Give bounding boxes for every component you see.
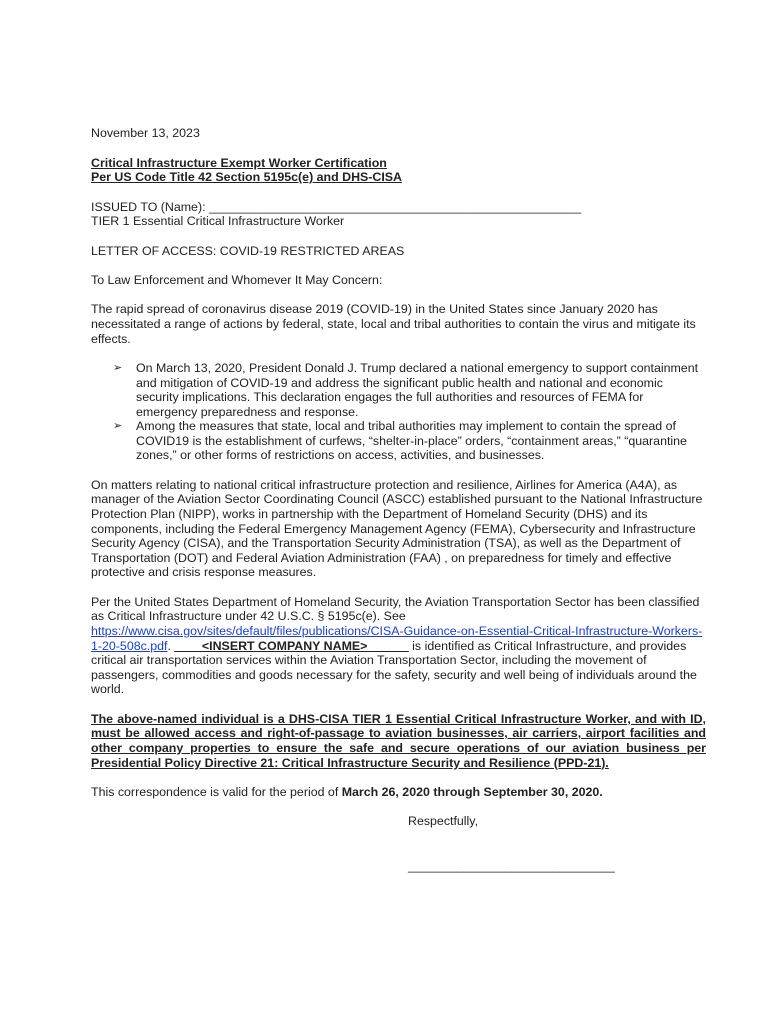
- spacer: [91, 288, 706, 303]
- spacer: [91, 844, 706, 859]
- access-notice: The above-named individual is a DHS-CISA TIER 1 Essential Critical Infrastructure Worker, and with ID, must be allowed access and right-of-passage to aviation businesses, air carriers, airport facilities and other company properties to ensure the safe and secure operations of our aviation business per Presidential Policy Directive 21: Critical Infrastructure Security and Resilience (PPD-21).: [91, 711, 706, 770]
- spacer: [91, 229, 706, 244]
- validity-period: March 26, 2020 through September 30, 2020.: [341, 784, 603, 799]
- paragraph-intro: Per the United States Department of Homeland Security, the Aviation Transportation Sector has been classified as Critical Infrastructure under 42 U.S.C. § 5195c(e). See: [91, 594, 700, 624]
- signature-line: ______________________________: [408, 858, 615, 873]
- spacer: [91, 463, 706, 478]
- spacer: [91, 800, 706, 815]
- validity-intro: This correspondence is valid for the period of: [91, 784, 342, 799]
- bullet-list: [91, 361, 706, 463]
- company-name-placeholder: ____<INSERT COMPANY NAME>______: [174, 638, 409, 653]
- spacer: [91, 580, 706, 595]
- title-line-2: Per US Code Title 42 Section 5195c(e) and DHS-CISA: [91, 170, 403, 185]
- letter-date: November 13, 2023: [91, 126, 200, 140]
- bullet-text: Among the measures that state, local and tribal authorities may implement to contain the spread of COVID19 is the establishment of curfews, “shelter-in-place” orders, “containment areas,” “quarantine zones,” or other forms of restrictions on access, activities, and businesses.: [136, 419, 687, 463]
- letter-of-access-heading: LETTER OF ACCESS: COVID-19 RESTRICTED AREAS: [91, 243, 405, 258]
- list-item: [91, 419, 706, 463]
- validity-statement: [91, 785, 706, 800]
- paragraph-rest: is identified as Critical Infrastructure, and provides critical air transportation services within the Aviation Transportation Sector, including the movement of passengers, commodities and goods necessary for the safety, security and well being of individuals around the world.: [91, 638, 697, 697]
- letter-body: [91, 126, 706, 873]
- title-line-1: Critical Infrastructure Exempt Worker Certification: [91, 155, 387, 170]
- spacer: [91, 697, 706, 712]
- arrow-bullet-icon: ➢: [113, 420, 123, 433]
- spacer: [91, 770, 706, 785]
- spacer: [91, 258, 706, 273]
- spacer: [91, 346, 706, 361]
- arrow-bullet-icon: ➢: [113, 361, 123, 374]
- salutation: To Law Enforcement and Whomever It May Concern:: [91, 272, 383, 287]
- paragraph-dhs-classification: [91, 595, 706, 697]
- closing: Respectfully,: [408, 814, 479, 829]
- cisa-guidance-link[interactable]: https://www.cisa.gov/sites/default/files/publications/CISA-Guidance-on-Essential-Critical-Infrastructure-Workers-1-20-508c.pdf: [91, 624, 703, 653]
- bullet-text: On March 13, 2020, President Donald J. Trump declared a national emergency to support containment and mitigation of COVID-19 and address the significant public health and national and economic security implications. This declaration engages the full authorities and resources of FEMA for emergency preparedness and response.: [136, 360, 699, 419]
- spacer: [91, 829, 706, 844]
- paragraph-covid-spread: The rapid spread of coronavirus disease 2019 (COVID-19) in the United States since January 2020 has necessitated a range of actions by federal, state, local and tribal authorities to contain the virus and mitigate its effects.: [91, 302, 696, 346]
- paragraph-a4a-partnership: On matters relating to national critical infrastructure protection and resilience, Airlines for America (A4A), as manager of the Aviation Sector Coordinating Council (ASCC) established pursuant to the National Infrastructure Protection Plan (NIPP), works in partnership with the Department of Homeland Security (DHS) and its components, including the Federal Emergency Management Agency (FEMA), Cybersecurity and Infrastructure Security Agency (CISA), and the Transportation Security Administration (TSA), as well as the Department of Transportation (DOT) and Federal Aviation Administration (FAA) , on preparedness for timely and effective protective and crisis response measures.: [91, 477, 703, 580]
- list-item: [91, 361, 706, 419]
- link-trailing-period: .: [167, 638, 175, 653]
- tier-line: TIER 1 Essential Critical Infrastructure Worker: [91, 214, 345, 229]
- issued-to-line: ISSUED TO (Name): ______________________________________________________: [91, 199, 582, 214]
- spacer: [91, 185, 706, 200]
